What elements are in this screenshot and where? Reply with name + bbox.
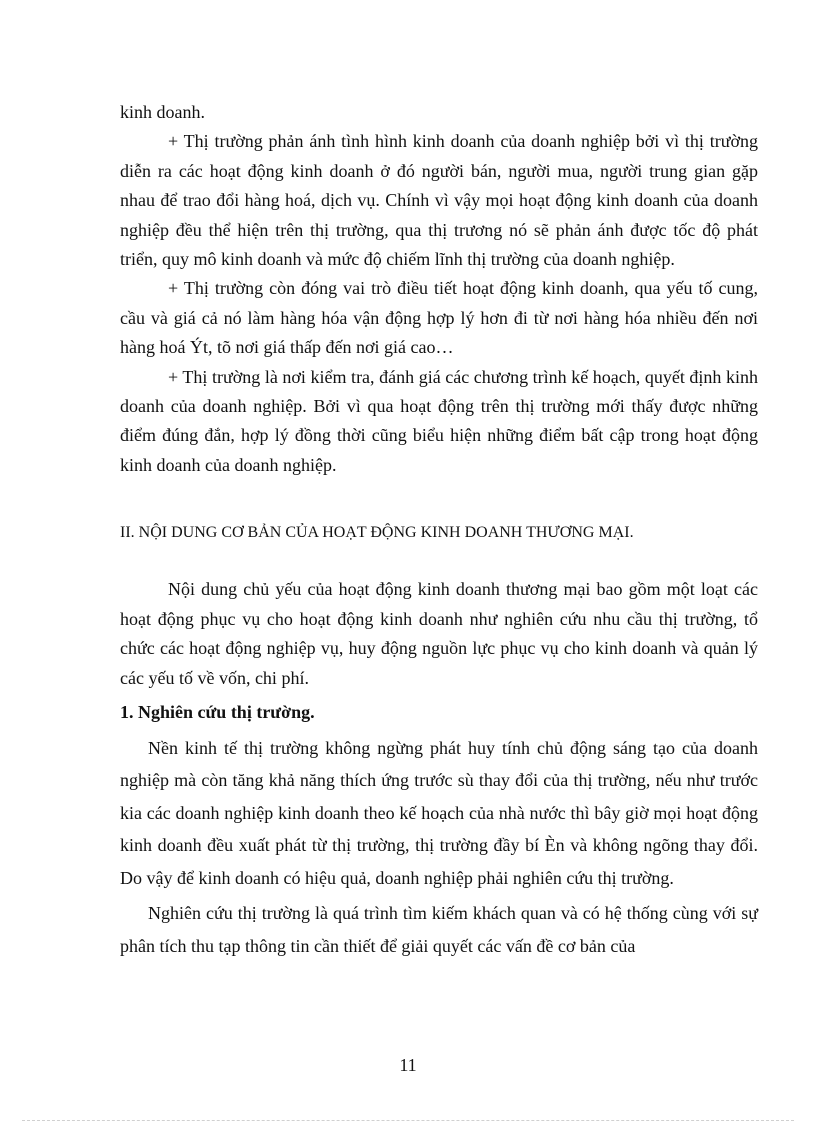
paragraph-market-evaluation: + Thị trường là nơi kiểm tra, đánh giá các chương trình kế hoạch, quyết định kinh doanh của doanh nghiệp. Bởi vì qua hoạt động trên thị trường mới thấy được những điểm đúng đắn, hợp lý đồng thời cũng biểu hiện những điểm bất cập trong hoạt động kinh doanh của doanh nghiệp. — [120, 366, 758, 475]
paragraph-market-research-1: Nền kinh tế thị trường không ngừng phát huy tính chủ động sáng tạo của doanh nghiệp mà còn tăng khả năng thích ứng trước sù thay đổi của thị trường, nếu như trước kia các doanh nghiệp kinh doanh theo kế hoạch của nhà nước thì bây giờ mọi hoạt động kinh doanh đều xuất phát từ thị trường, thị trường đầy bí Èn và không ngõng thay đổi. Do vậy để kinh doanh có hiệu quả, doanh nghiệp phải nghiên cứu thị trường. — [120, 737, 758, 888]
page-body — [120, 98, 758, 962]
page-number: 11 — [399, 1055, 417, 1075]
section-heading: II. NỘI DUNG CƠ BẢN CỦA HOẠT ĐỘNG KINH DOANH THƯƠNG MẠI. — [120, 524, 634, 542]
paragraph-market-regulation: + Thị trường còn đóng vai trò điều tiết hoạt động kinh doanh, qua yếu tố cung, cầu và giá cả nó làm hàng hóa vận động hợp lý hơn đi từ nơi hàng hóa nhiều đến nơi hàng hoá Ýt, tõ nơi giá thấp đến nơi giá cao… — [120, 278, 758, 358]
page-bottom-divider — [22, 1120, 794, 1121]
paragraph-market-research-2: Nghiên cứu thị trường là quá trình tìm kiếm khách quan và có hệ thống cùng với sự phân tích thu tạp thông tin cần thiết để giải quyết các vấn đề cơ bản của — [120, 903, 758, 956]
paragraph-continuation: kinh doanh. — [120, 102, 205, 122]
paragraph-market-reflection: + Thị trường phản ánh tình hình kinh doanh của doanh nghiệp bởi vì thị trường diễn ra các hoạt động kinh doanh ở đó người bán, người mua, người trung gian gặp nhau để trao đổi hàng hoá, dịch vụ. Chính vì vậy mọi hoạt động kinh doanh của doanh nghiệp đều thể hiện trên thị trường, qua thị trương nó sẽ phản ánh được tốc độ phát triển, quy mô kinh doanh và mức độ chiếm lĩnh thị trường của doanh nghiệp. — [120, 131, 758, 270]
subsection-heading: 1. Nghiên cứu thị trường. — [120, 701, 315, 722]
section-intro-paragraph: Nội dung chủ yếu của hoạt động kinh doanh thương mại bao gồm một loạt các hoạt động phục vụ cho hoạt động kinh doanh như nghiên cứu nhu cầu thị trường, tổ chức các hoạt động nghiệp vụ, huy động nguồn lực phục vụ cho kinh doanh và quản lý các yếu tố về vốn, chi phí. — [120, 579, 758, 688]
